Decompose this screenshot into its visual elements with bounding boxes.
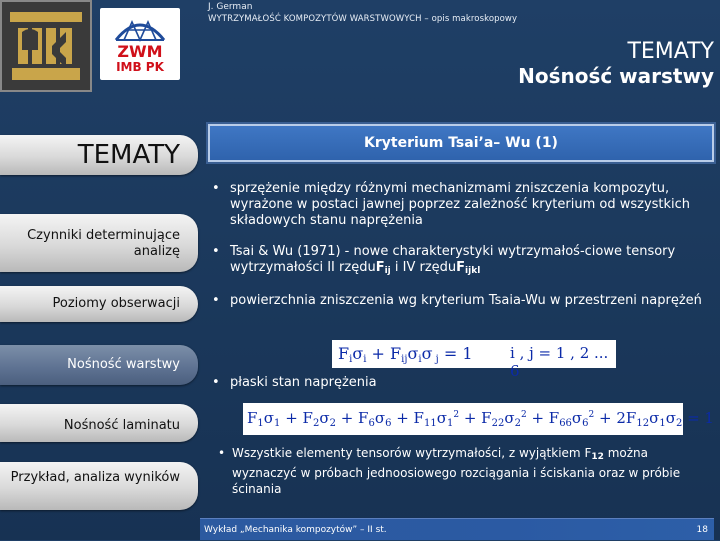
bullet-text: płaski stan naprężenia: [230, 375, 377, 390]
slide-title: [518, 40, 714, 88]
sidebar-item-czynniki[interactable]: [0, 214, 198, 272]
formula-range: i , j = 1 , 2 ... 6: [510, 344, 609, 380]
zwm-logo: [100, 8, 180, 80]
bullet-item: [212, 293, 712, 309]
sidebar-item-nosnosc-laminatu[interactable]: [0, 404, 198, 442]
bullet-item: [212, 244, 712, 279]
bullet-dot-icon: •: [212, 375, 220, 390]
bullet-text: Tsai & Wu (1971) - nowe charakterystyki wytrzymałoś-ciowe tensory wytrzymałości II rzęduF$_{ij}$ i IV rzęduF$_{ijkl}$: [230, 244, 676, 276]
slide-title-line1: TEMATY: [627, 39, 714, 64]
footer-bar: [200, 518, 714, 540]
sidebar-item-przyklad[interactable]: [0, 462, 198, 510]
pk-logo-graphic: [2, 2, 90, 90]
note-text: • Wszystkie elementy tensorów wytrzymałości, z wyjątkiem $F_{12}$ można wyznaczyć w próbach jednoosiowego rozciągania i ściskania oraz w próbie ścinania: [218, 446, 681, 496]
bullet-text: powierzchnia zniszczenia wg kryterium Tsaia-Wu w przestrzeni naprężeń: [230, 293, 702, 308]
bullet-dot-icon: •: [212, 181, 220, 196]
formula-general: $F_i\sigma_i + F_{ij}\sigma_i\sigma$ $_j$ = 1 i , j = 1 , 2 ... 6: [332, 340, 616, 368]
sidebar-item-label: Nośność laminatu: [63, 418, 180, 433]
pk-logo: [0, 0, 92, 92]
header-author: J. German: [208, 2, 253, 12]
sidebar-item-label: Czynniki determinujące analizę: [27, 228, 180, 259]
bullet-dot-icon: •: [212, 244, 220, 259]
page-number: 18: [696, 525, 708, 535]
bullet-dot-icon: •: [218, 446, 226, 460]
bullet-text: sprzężenie między różnymi mechanizmami zniszczenia kompozytu, wyrażone w postaci jawnej poprzez zależność kryterium od wszystkich składowych stanu naprężenia: [230, 181, 691, 228]
sidebar-item-poziomy[interactable]: [0, 286, 198, 322]
sidebar-heading-label: TEMATY: [77, 140, 180, 170]
bullet-dot-icon: •: [212, 293, 220, 308]
sidebar-heading: [0, 135, 198, 175]
formula-plane-stress: $F_1\sigma_1 + F_2\sigma_2 + F_6\sigma_6 + F_{11}\sigma_1^2 + F_{22}\sigma_2^2 + F_{66}\sigma_6^2 + 2F_{12}\sigma_1\sigma_2 = 1$: [243, 403, 683, 435]
footer-label: Wykład „Mechanika kompozytów” – II st.: [204, 525, 387, 535]
header-title: WYTRZYMAŁOŚĆ KOMPOZYTÓW WARSTWOWYCH – opis makroskopowy: [208, 14, 518, 24]
zwm-logo-text: ZWM: [117, 42, 163, 61]
bullet-item: [212, 375, 712, 391]
sidebar-item-label: Poziomy obserwacji: [52, 296, 180, 311]
sidebar-item-label: Nośność warstwy: [67, 357, 180, 372]
criterion-banner: Kryterium Tsai’a– Wu (1): [208, 124, 714, 162]
sidebar-item-label: Przykład, analiza wyników: [10, 470, 180, 485]
bullet-item: [212, 181, 712, 229]
slide-title-line2: Nośność warstwy: [518, 64, 714, 88]
imb-pk-logo-text: IMB PK: [116, 60, 164, 74]
sidebar-item-nosnosc-warstwy[interactable]: [0, 345, 198, 385]
